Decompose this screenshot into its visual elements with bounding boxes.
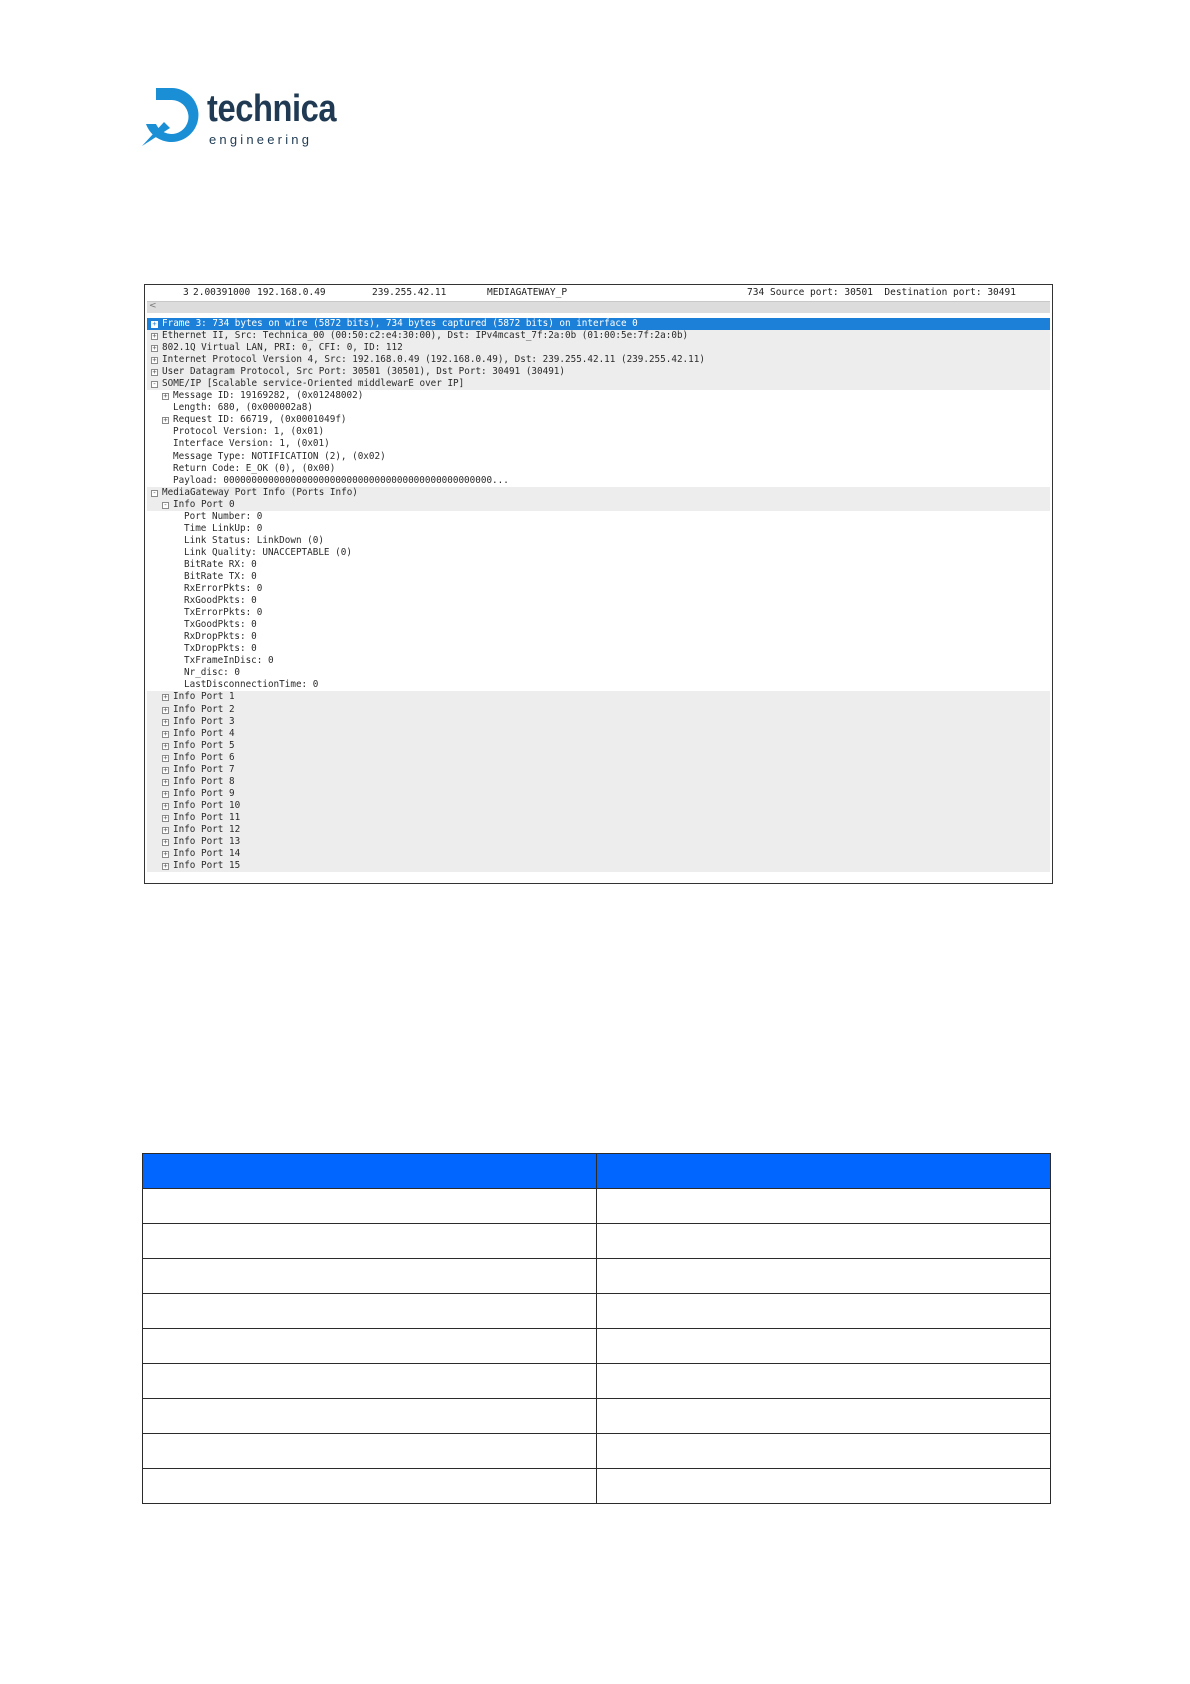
tree-row[interactable]: [147, 704, 1050, 716]
tree-row-label: Nr_disc: 0: [184, 667, 240, 679]
tree-row[interactable]: [147, 354, 1050, 366]
expand-icon[interactable]: +: [163, 741, 168, 750]
tree-row[interactable]: [147, 535, 1050, 547]
tree-row-label: MediaGateway Port Info (Ports Info): [162, 486, 358, 498]
table-cell: [597, 1189, 1051, 1224]
tree-row[interactable]: [147, 402, 1050, 414]
expand-icon[interactable]: +: [152, 332, 157, 341]
tree-row-label: Info Port 13: [173, 836, 241, 848]
tree-row-label: Interface Version: 1, (0x01): [173, 438, 330, 450]
collapse-icon[interactable]: -: [163, 500, 168, 509]
tree-row[interactable]: [147, 583, 1050, 595]
tree-row-label: TxGoodPkts: 0: [184, 619, 257, 631]
tree-row-label: Info Port 1: [173, 691, 235, 703]
tree-row[interactable]: [147, 800, 1050, 812]
expand-icon[interactable]: +: [163, 801, 168, 810]
tree-row-label: Port Number: 0: [184, 510, 263, 522]
table-row: [143, 1259, 1051, 1294]
table-cell: [143, 1259, 597, 1294]
tree-row[interactable]: [147, 378, 1050, 390]
table-cell: [143, 1189, 597, 1224]
tree-row-label: Info Port 14: [173, 848, 241, 860]
table-cell: [597, 1259, 1051, 1294]
tree-row-label: Ethernet II, Src: Technica_00 (00:50:c2:e4:30:00), Dst: IPv4mcast_7f:2a:0b (01:00:5e:7f:2a:0b): [162, 330, 689, 342]
table-row: [143, 1469, 1051, 1504]
table-cell: [597, 1294, 1051, 1329]
tree-row-label: RxDropPkts: 0: [184, 631, 257, 643]
tree-row-label: Frame 3: 734 bytes on wire (5872 bits), 734 bytes captured (5872 bits) on interface 0: [162, 318, 638, 329]
expand-icon[interactable]: +: [163, 862, 168, 871]
tree-row-label: 802.1Q Virtual LAN, PRI: 0, CFI: 0, ID: 112: [162, 342, 403, 354]
table-row: [143, 1224, 1051, 1259]
tree-row-label: RxGoodPkts: 0: [184, 595, 257, 607]
tree-row-label: RxErrorPkts: 0: [184, 583, 263, 595]
expand-icon[interactable]: +: [152, 368, 157, 377]
tree-row-label: Info Port 2: [173, 703, 235, 715]
tree-row-label: Info Port 15: [173, 860, 241, 872]
table-cell: [597, 1399, 1051, 1434]
tree-row[interactable]: [147, 728, 1050, 740]
tree-row[interactable]: [147, 463, 1050, 475]
tree-row[interactable]: [147, 607, 1050, 619]
tree-row-label: Payload: 000000000000000000000000000000000000000000000000...: [173, 474, 509, 486]
tree-row[interactable]: [147, 691, 1050, 703]
tree-row[interactable]: [147, 824, 1050, 836]
scroll-left-icon[interactable]: <: [149, 301, 157, 311]
tree-row[interactable]: [147, 571, 1050, 583]
tree-row-label: Info Port 11: [173, 811, 241, 823]
tree-row[interactable]: [147, 523, 1050, 535]
expand-icon[interactable]: +: [163, 392, 168, 401]
tree-row[interactable]: [147, 764, 1050, 776]
expand-icon[interactable]: +: [163, 838, 168, 847]
packet-length: 734: [747, 287, 765, 298]
tree-row-label: Protocol Version: 1, (0x01): [173, 426, 325, 438]
table-cell: [143, 1469, 597, 1504]
tree-row[interactable]: [147, 752, 1050, 764]
expand-icon[interactable]: +: [163, 717, 168, 726]
tree-row[interactable]: [147, 631, 1050, 643]
tree-row[interactable]: [147, 342, 1050, 354]
tree-row-label: Time LinkUp: 0: [184, 522, 263, 534]
tree-row[interactable]: [147, 511, 1050, 523]
tree-row[interactable]: [147, 812, 1050, 824]
table-cell: [143, 1294, 597, 1329]
expand-icon[interactable]: +: [163, 753, 168, 762]
tree-row-label: Message ID: 19169282, (0x01248002): [173, 390, 364, 402]
tree-row[interactable]: [147, 740, 1050, 752]
expand-icon[interactable]: +: [152, 356, 157, 365]
tree-row[interactable]: [147, 776, 1050, 788]
expand-icon[interactable]: +: [163, 705, 168, 714]
packet-list-row[interactable]: [145, 285, 1052, 300]
tree-row-label: TxFrameInDisc: 0: [184, 655, 274, 667]
table-cell: [143, 1399, 597, 1434]
tree-row[interactable]: [147, 667, 1050, 679]
expand-icon[interactable]: +: [152, 344, 157, 353]
packet-time: 2.00391000: [193, 287, 251, 298]
tree-row[interactable]: [147, 547, 1050, 559]
tree-row-label: Info Port 7: [173, 763, 235, 775]
tree-row[interactable]: [147, 475, 1050, 487]
tree-row-label: Length: 680, (0x000002a8): [173, 402, 313, 414]
packet-protocol: MEDIAGATEWAY_P: [487, 287, 568, 298]
table-cell: [143, 1434, 597, 1469]
table-cell: [597, 1434, 1051, 1469]
expand-icon[interactable]: +: [163, 765, 168, 774]
logo-tagline: engineering: [209, 132, 313, 147]
table-header-row: [143, 1154, 1051, 1189]
tree-row[interactable]: [147, 414, 1050, 426]
expand-icon[interactable]: +: [163, 825, 168, 834]
tree-row-label: LastDisconnectionTime: 0: [184, 679, 319, 691]
tree-row-label: Info Port 12: [173, 823, 241, 835]
tree-row-label: Info Port 9: [173, 787, 235, 799]
tree-row[interactable]: [147, 499, 1050, 511]
table-header-cell: [143, 1154, 597, 1189]
tree-row[interactable]: [147, 426, 1050, 438]
tree-row-label: SOME/IP [Scalable service-Oriented middlewarE over IP]: [162, 378, 465, 390]
tree-row-label: Message Type: NOTIFICATION (2), (0x02): [173, 450, 386, 462]
tree-row-label: Info Port 8: [173, 775, 235, 787]
horizontal-scrollbar[interactable]: [147, 301, 1050, 313]
tree-row[interactable]: [147, 390, 1050, 402]
tree-row[interactable]: [147, 860, 1050, 872]
table-row: [143, 1399, 1051, 1434]
tree-row-label: Info Port 10: [173, 799, 241, 811]
tree-row-label: TxErrorPkts: 0: [184, 607, 263, 619]
company-logo: [142, 84, 342, 150]
table-row: [143, 1189, 1051, 1224]
tree-row-label: Internet Protocol Version 4, Src: 192.168.0.49 (192.168.0.49), Dst: 239.255.42.11 (239.255.42.11): [162, 354, 705, 366]
tree-row[interactable]: [147, 679, 1050, 691]
tree-row-label: Info Port 4: [173, 727, 235, 739]
expand-icon[interactable]: +: [163, 416, 168, 425]
expand-icon[interactable]: +: [163, 850, 168, 859]
table-cell: [597, 1469, 1051, 1504]
table-cell: [143, 1329, 597, 1364]
expand-icon[interactable]: +: [152, 320, 157, 328]
tree-row-label: User Datagram Protocol, Src Port: 30501 (30501), Dst Port: 30491 (30491): [162, 366, 565, 378]
tree-row[interactable]: [147, 487, 1050, 499]
tree-row[interactable]: [147, 788, 1050, 800]
packet-info: Source port: 30501 Destination port: 30491: [770, 287, 1016, 298]
expand-icon[interactable]: +: [163, 729, 168, 738]
expand-icon[interactable]: +: [163, 789, 168, 798]
tree-row-label: BitRate RX: 0: [184, 558, 257, 570]
tree-row[interactable]: [147, 848, 1050, 860]
tree-row[interactable]: [147, 330, 1050, 342]
table-header-cell: [597, 1154, 1051, 1189]
tree-row[interactable]: [147, 643, 1050, 655]
tree-row[interactable]: [147, 595, 1050, 607]
data-table: [142, 1153, 1051, 1504]
tree-row[interactable]: [147, 716, 1050, 728]
tree-row-label: Return Code: E_OK (0), (0x00): [173, 462, 336, 474]
tree-row[interactable]: [147, 836, 1050, 848]
expand-icon[interactable]: +: [163, 813, 168, 822]
collapse-icon[interactable]: -: [152, 488, 157, 497]
tree-row-label: Info Port 0: [173, 498, 235, 510]
tree-row-label: Info Port 5: [173, 739, 235, 751]
collapse-icon[interactable]: -: [152, 380, 157, 389]
packet-details-tree: [147, 318, 1050, 872]
tree-row-label: Request ID: 66719, (0x0001049f): [173, 414, 347, 426]
tree-row-label: Info Port 6: [173, 751, 235, 763]
table-cell: [597, 1224, 1051, 1259]
table-row: [143, 1329, 1051, 1364]
tree-row-label: Info Port 3: [173, 715, 235, 727]
table-row: [143, 1364, 1051, 1399]
table-cell: [143, 1224, 597, 1259]
tree-row[interactable]: [147, 619, 1050, 631]
tree-row[interactable]: [147, 438, 1050, 450]
packet-no: 3: [183, 287, 189, 298]
packet-destination: 239.255.42.11: [372, 287, 447, 298]
table-cell: [143, 1364, 597, 1399]
table-row: [143, 1294, 1051, 1329]
wireshark-capture-panel: [144, 284, 1053, 884]
tree-row-label: TxDropPkts: 0: [184, 643, 257, 655]
tree-row-label: BitRate TX: 0: [184, 570, 257, 582]
tree-row[interactable]: [147, 318, 1050, 330]
technica-logo-icon: [142, 84, 206, 150]
tree-row[interactable]: [147, 655, 1050, 667]
tree-row-label: Link Quality: UNACCEPTABLE (0): [184, 546, 352, 558]
tree-row[interactable]: [147, 559, 1050, 571]
tree-row[interactable]: [147, 366, 1050, 378]
table-cell: [597, 1364, 1051, 1399]
table-row: [143, 1434, 1051, 1469]
table-cell: [597, 1329, 1051, 1364]
logo-wordmark: technica: [207, 88, 337, 130]
tree-row-label: Link Status: LinkDown (0): [184, 534, 324, 546]
expand-icon[interactable]: +: [163, 693, 168, 702]
expand-icon[interactable]: +: [163, 777, 168, 786]
tree-row[interactable]: [147, 451, 1050, 463]
packet-source: 192.168.0.49: [257, 287, 326, 298]
